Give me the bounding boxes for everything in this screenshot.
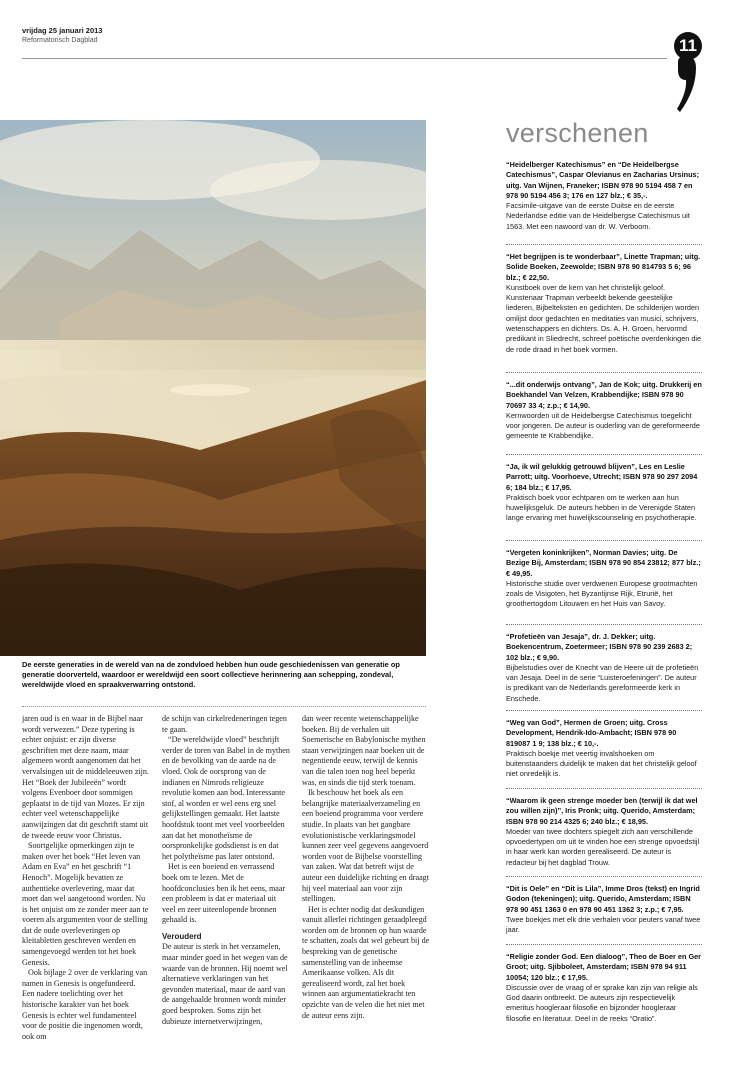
book-entry-body: Twee boekjes met elk drie verhalen voor peuters vanaf twee jaar. bbox=[506, 914, 701, 935]
article-paragraph: Ik beschouw het boek als een belangrijke materiaalverzameling en een boeiend programma voor verdere studie. In plaats van het gangbare evolutionistische verklaringsmodel kunnen zeer veel gegevens aangevoerd worden voor de Bijbelse voorstelling van zaken. Wat dat betreft wijst de auteur een duidelijke richting en draagt hij veel materiaal aan voor zijn stellingen. bbox=[302, 788, 429, 904]
article-paragraph: Soortgelijke opmerkingen zijn te maken over het boek “Het leven van Adam en Eva” en het geschrift “1 Henoch”. Mogelijk bevatten ze authentieke overlevering, maar dat moet dan wel aangetoond worden. Nu is het onjuist om ze zonder meer aan te voeren als argumenten voor de stelling dat de oude overleveringen op kleitabletten geschreven werden en samengevoegd werden tot het boek Genesis. bbox=[22, 841, 149, 967]
book-entry bbox=[506, 884, 702, 935]
book-entry-head: “Weg van God”, Hermen de Groen; uitg. Cross Development, Hendrik-Ido-Ambacht; ISBN 978 90 819087 1 9; 138 blz.; € 10,-. bbox=[506, 718, 677, 748]
entry-separator bbox=[506, 624, 702, 625]
book-entry-head: “...dit onderwijs ontvang”, Jan de Kok; uitg. Drukkerij en Boekhandel Van Velzen, Krabbendijke; ISBN 978 90 70697 33 4; z.p.; € 14,90. bbox=[506, 380, 702, 410]
article-paragraph: De auteur is sterk in het verzamelen, maar minder goed in het wegen van de waarde van de bronnen. Hij noemt wel alternatieve verklaringen van het gevonden materiaal, maar de aard van de aangehaalde bronnen wordt minder goed besproken. Soms zijn het dubieuze internetverwijzingen, bbox=[162, 942, 288, 1026]
book-entry bbox=[506, 718, 702, 780]
book-entry-body: Facsimile-uitgave van de eerste Duitse en de eerste Nederlandse editie van de Heidelbergse Catechismus uit 1563. Met een nawoord van dr. W. Verboom. bbox=[506, 201, 690, 231]
article-paragraph: “De wereldwijde vloed” beschrijft verder de toren van Babel in de mythen en de bevolking van de aarde na de vloed. Ook de oorsprong van de indianen en Nimrods religieuze revolutie komen aan bod. Interessante stof, al worden er wel eens erg snel gelijkstellingen gemaakt. Het laatste hoofdstuk toont met veel voorbeelden aan dat het monotheïsme de oorspronkelijke godsdienst is en dat het polytheïsme pas later ontstond. bbox=[162, 735, 290, 861]
comma-logo-icon bbox=[672, 56, 702, 116]
book-entry-body: Praktisch boekje met veertig invalshoeken om buitenstaanders duidelijk te maken dat het christelijk geloof niet onredelijk is. bbox=[506, 748, 697, 779]
book-entry bbox=[506, 380, 702, 442]
book-entry-head: “Dit is Oele” en “Dit is Lila”, Imme Dros (tekst) en Ingrid Godon (tekeningen); uitg. Querido, Amsterdam; ISBN 978 90 451 1363 0 en 978 90 451 1362 3; z.p.; € 7,95. bbox=[506, 884, 700, 914]
image-caption: De eerste generaties in de wereld van na de zondvloed hebben hun oude geschiedenissen van generatie op generatie doorverteld, waardoor er wereldwijd een soort collectieve herinnering aan schepping, zondeval, wereldwijde vloed en spraakverwarring ontstond. bbox=[22, 660, 400, 689]
book-entry-head: “Religie zonder God. Een dialoog”, Theo de Boer en Ger Groot; uitg. Sjibboleet, Amsterdam; ISBN 978 94 911 10054; 120 blz.; € 17,95. bbox=[506, 952, 702, 982]
book-entry bbox=[506, 796, 702, 868]
book-entry bbox=[506, 632, 702, 704]
entry-separator bbox=[506, 372, 702, 373]
book-entry bbox=[506, 548, 702, 610]
page-number: 11 bbox=[674, 32, 702, 60]
entry-separator bbox=[506, 454, 702, 455]
entry-separator bbox=[506, 944, 702, 945]
book-entry-head: “Vergeten koninkrijken”, Norman Davies; uitg. De Bezige Bij, Amsterdam; ISBN 978 90 854 23812; 877 blz.; € 49,95. bbox=[506, 548, 701, 578]
book-entry-head: “Het begrijpen is te wonderbaar”, Linette Trapman; uitg. Solide Boeken, Zeewolde; ISBN 978 90 814793 5 6; 96 blz.; € 22,50. bbox=[506, 252, 701, 282]
issue-date: vrijdag 25 januari 2013 bbox=[22, 26, 103, 35]
book-entry bbox=[506, 160, 702, 232]
book-entry-body: Kernwoorden uit de Heidelbergse Catechismus toegelicht voor jongeren. De auteur is ouderling van de gereformeerde gemeente te Krabbendijke. bbox=[506, 410, 700, 441]
sidebar-title: verschenen bbox=[506, 118, 649, 148]
article-column-2 bbox=[162, 714, 290, 1044]
book-entry bbox=[506, 462, 702, 524]
subheading: Verouderd bbox=[162, 931, 202, 941]
entry-separator bbox=[506, 244, 702, 245]
article-paragraph: de schijn van cirkelredeneringen tegen te gaan. bbox=[162, 714, 287, 734]
entry-separator bbox=[506, 540, 702, 541]
newspaper-name: Reformatorisch Dagblad bbox=[22, 37, 98, 44]
book-entry bbox=[506, 252, 702, 355]
article-paragraph: Het is echter nodig dat deskundigen vanuit allerlei richtingen geraadpleegd worden om de bronnen op hun waarde te schatten, zoals dat wel gebeurt bij de bespreking van de genetische samenstelling van de inheemse Amerikaanse volken. Als dit gerealiseerd wordt, zal het boek winnen aan argumentatiekracht ten opzichte van de velen die het niet met de auteur eens zijn. bbox=[302, 904, 430, 1020]
painting-image bbox=[0, 120, 426, 656]
entry-separator bbox=[506, 788, 702, 789]
article-paragraph: dan weer recente wetenschappelijke boeken. Bij de verhalen uit Soemerische en Babylonische mythen staan verwijzingen naar boeken uit de negentiende eeuw, terwijl de kennis van die talen toen nog heel beperkt was, en sinds die tijd sterk toenam. bbox=[302, 714, 426, 787]
book-entry bbox=[506, 952, 702, 1024]
entry-separator bbox=[506, 876, 702, 877]
article-paragraph: jaren oud is en waar in de Bijbel naar wordt verwezen.” Deze typering is echter onjuist: er zijn diverse geschriften met deze naam, maar algemeen wordt aangenomen dat het vervalsingen uit de middeleeuwen zijn. Het “Boek der Jubileeën” wordt volgens Evenboer door sommigen geplaatst in de tijd van Mozes. Er zijn echter veel wetenschappelijke aanwijzingen dat dit geschrift stamt uit de tweede eeuw voor Christus. bbox=[22, 714, 149, 840]
book-entry-body: Discussie over de vraag of er sprake kan zijn van religie als God daarin ontbreekt. De auteurs zijn respectievelijk emeritus hoogleraar filosofie en bijzonder hoogleraar filosofie en literatuur. Deel in de reeks “Oratio”. bbox=[506, 982, 698, 1023]
book-entry-body: Kunstboek over de kern van het christelijk geloof. Kunstenaar Trapman verbeeldt bekende geestelijke liederen, Bijbelteksten en gedichten. De schilderijen worden omlijst door gedachten en meditaties van musici, schrijvers, wetenschappers en dichters. Ds. A. H. Groen, hervormd predikant in Sliedrecht, schreef poëtische overdenkingen die de rode draad in het boek vormen. bbox=[506, 282, 702, 354]
article-column-1 bbox=[22, 714, 150, 1044]
book-entry-body: Moeder van twee dochters spiegelt zich aan verschillende opvoedertypen om uit te vinden hoe een strenge opvoedstijl in haar werk kan worden gerealiseerd. De auteur is redacteur bij het dagblad Trouw. bbox=[506, 826, 700, 867]
book-entry-head: “Profetieën van Jesaja”, dr. J. Dekker; uitg. Boekencentrum, Zoetermeer; ISBN 978 90 239 2683 2; 102 blz.; € 9,90. bbox=[506, 632, 693, 662]
book-entry-body: Praktisch boek voor echtparen om te werken aan hun huwelijksgeluk. De auteurs hebben in de Verenigde Staten lange ervaring met huwelijkscounseling en psychotherapie. bbox=[506, 492, 697, 523]
book-entry-head: “Heidelberger Katechismus” en “De Heidelbergse Catechismus”, Caspar Olevianus en Zacharias Ursinus; uitg. Van Wijnen, Franeker; ISBN 978 90 5194 458 7 en 978 90 5194 456 3; 176 en 127 blz.; € 35,-. bbox=[506, 160, 700, 200]
article-paragraph: Ook bijlage 2 over de verklaring van namen in Genesis is ongefundeerd. Een nadere toelichting over het historische karakter van het boek Genesis is echter wel fundamenteel voor de positie die ingenomen wordt, ook om bbox=[22, 968, 148, 1041]
book-entry-head: “Ja, ik wil gelukkig getrouwd blijven”, Les en Leslie Parrott; uitg. Voorhoeve, Utrecht; ISBN 978 90 297 2094 6; 184 blz.; € 17,95. bbox=[506, 462, 698, 492]
page-header bbox=[22, 26, 682, 44]
book-entry-body: Bijbelstudies over de Knecht van de Heere uit de profetieën van Jesaja. Deel in de serie “Luisteroefeningen”. De auteur is predikant van de Nederlands gereformeerde kerk in Enschede. bbox=[506, 662, 699, 703]
article-paragraph: Het is een boeiend en verrassend boek om te lezen. Met de hoofdconclusies ben ik het eens, maar een probleem is dat er materiaal uit veel en zeer uiteenlopende bronnen gehaald is. bbox=[162, 862, 286, 925]
book-entry-body: Historische studie over verdwenen Europese grootmachten zoals de Visigoten, het Byzantijnse Rijk, Etrurië, het groothertogdom Litouwen en het Huis van Savoy. bbox=[506, 578, 698, 609]
caption-rule bbox=[22, 706, 426, 707]
article-column-3 bbox=[302, 714, 430, 1044]
book-entry-head: “Waarom ik geen strenge moeder ben (terwijl ik dat wel zou willen zijn)”, Iris Pronk; uitg. Querido, Amsterdam; ISBN 978 90 214 4325 6; 240 blz.; € 18,95. bbox=[506, 796, 698, 826]
header-rule bbox=[22, 58, 667, 59]
entry-separator bbox=[506, 710, 702, 711]
